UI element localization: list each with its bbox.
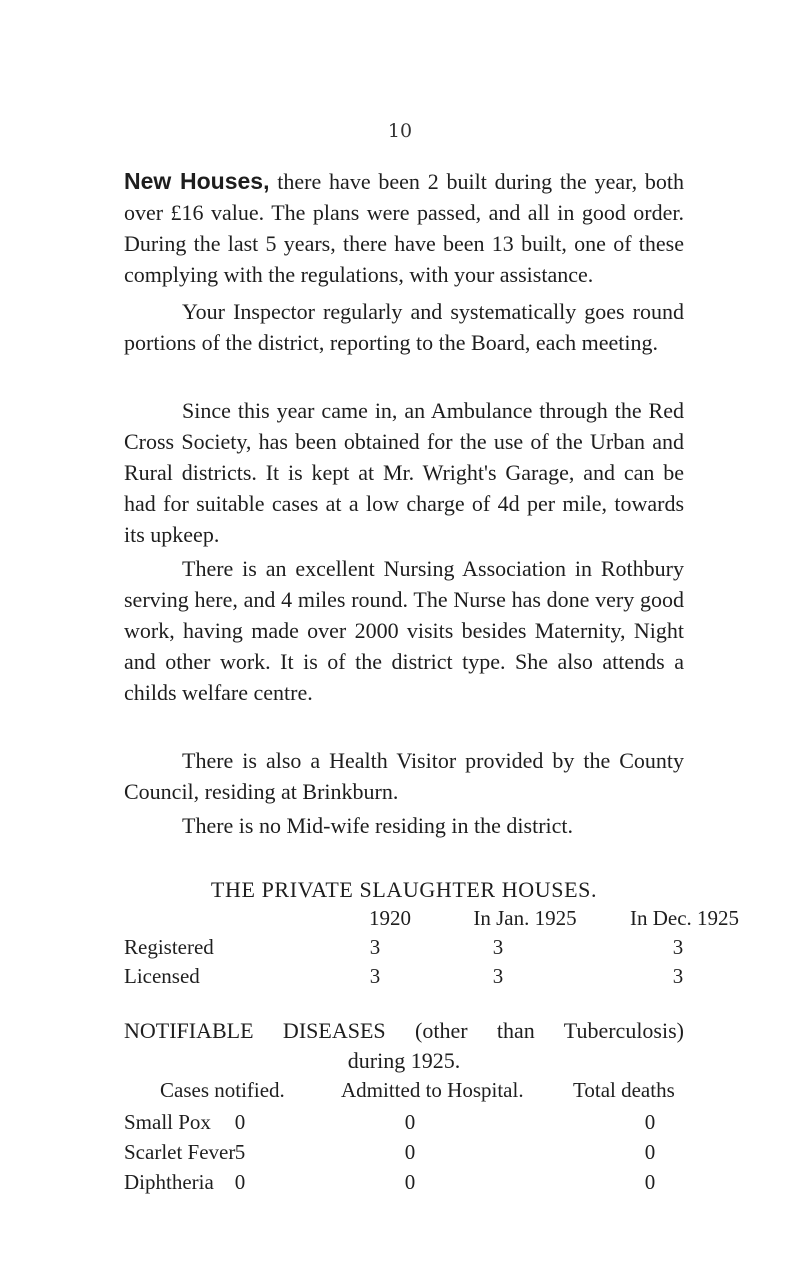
slaughter-cell: 3 [672,935,684,959]
notifiable-cell: 0 [404,1110,416,1134]
notifiable-cell: 0 [404,1170,416,1194]
notifiable-cell: 0 [644,1140,656,1164]
slaughter-col-1920: 1920 [369,906,411,930]
paragraph-nursing: There is an excellent Nursing Association in Rothbury serving here, and 4 miles round. The Nurse has done very good work, having made over 2000 visits besides Maternity, Night and other work. It is of the district type. She also attends a childs welfare centre. [124,556,684,705]
page-number: 10 [387,120,413,142]
notifiable-cell: 5 [234,1140,246,1164]
notifiable-row-label: Diphtheria [124,1170,214,1194]
notifiable-cell: 0 [404,1140,416,1164]
paragraph-inspector: Your Inspector regularly and systematically goes round portions of the district, reporting to the Board, each meeting. [124,299,684,355]
slaughter-cell: 3 [492,935,504,959]
notifiable-title: NOTIFIABLE DISEASES (other than Tuberculosis) [124,1018,684,1043]
notifiable-cell: 0 [234,1170,246,1194]
notifiable-cell: 0 [234,1110,246,1134]
new-houses-body: there have been 2 built during the year, both over £16 value. The plans were passed, and all in good order. During the last 5 years, there have been 13 built, one of these complying with the regulations, with your assistance. [124,169,685,287]
new-houses-lead: New Houses, [124,168,270,194]
notifiable-cell: 0 [644,1110,656,1134]
slaughter-col-dec-1925: In Dec. 1925 [629,906,740,930]
paragraph-midwife: There is no Mid-wife residing in the district. [182,813,574,838]
slaughter-cell: 3 [369,964,381,988]
slaughter-cell: 3 [369,935,381,959]
notifiable-cell: 0 [644,1170,656,1194]
slaughter-houses-title: THE PRIVATE SLAUGHTER HOUSES. [210,877,598,902]
notifiable-row-label: Scarlet Fever [124,1140,236,1164]
paragraph-new-houses [124,166,684,290]
slaughter-row-label: Registered [124,935,214,959]
notifiable-col-admitted: Admitted to Hospital. [341,1078,524,1102]
notifiable-col-cases: Cases notified. [160,1078,285,1102]
notifiable-col-deaths: Total deaths [573,1078,675,1102]
slaughter-row-label: Licensed [124,964,200,988]
slaughter-cell: 3 [672,964,684,988]
paragraph-health-visitor: There is also a Health Visitor provided by the County Council, residing at Brinkburn. [124,748,684,804]
notifiable-row-label: Small Pox [124,1110,211,1134]
slaughter-col-jan-1925: In Jan. 1925 [473,906,577,930]
notifiable-subtitle: during 1925. [347,1048,461,1073]
slaughter-cell: 3 [492,964,504,988]
paragraph-ambulance: Since this year came in, an Ambulance through the Red Cross Society, has been obtained for the use of the Urban and Rural districts. It is kept at Mr. Wright's Garage, and can be had for suitable cases at a low charge of 4d per mile, towards its upkeep. [124,398,684,547]
